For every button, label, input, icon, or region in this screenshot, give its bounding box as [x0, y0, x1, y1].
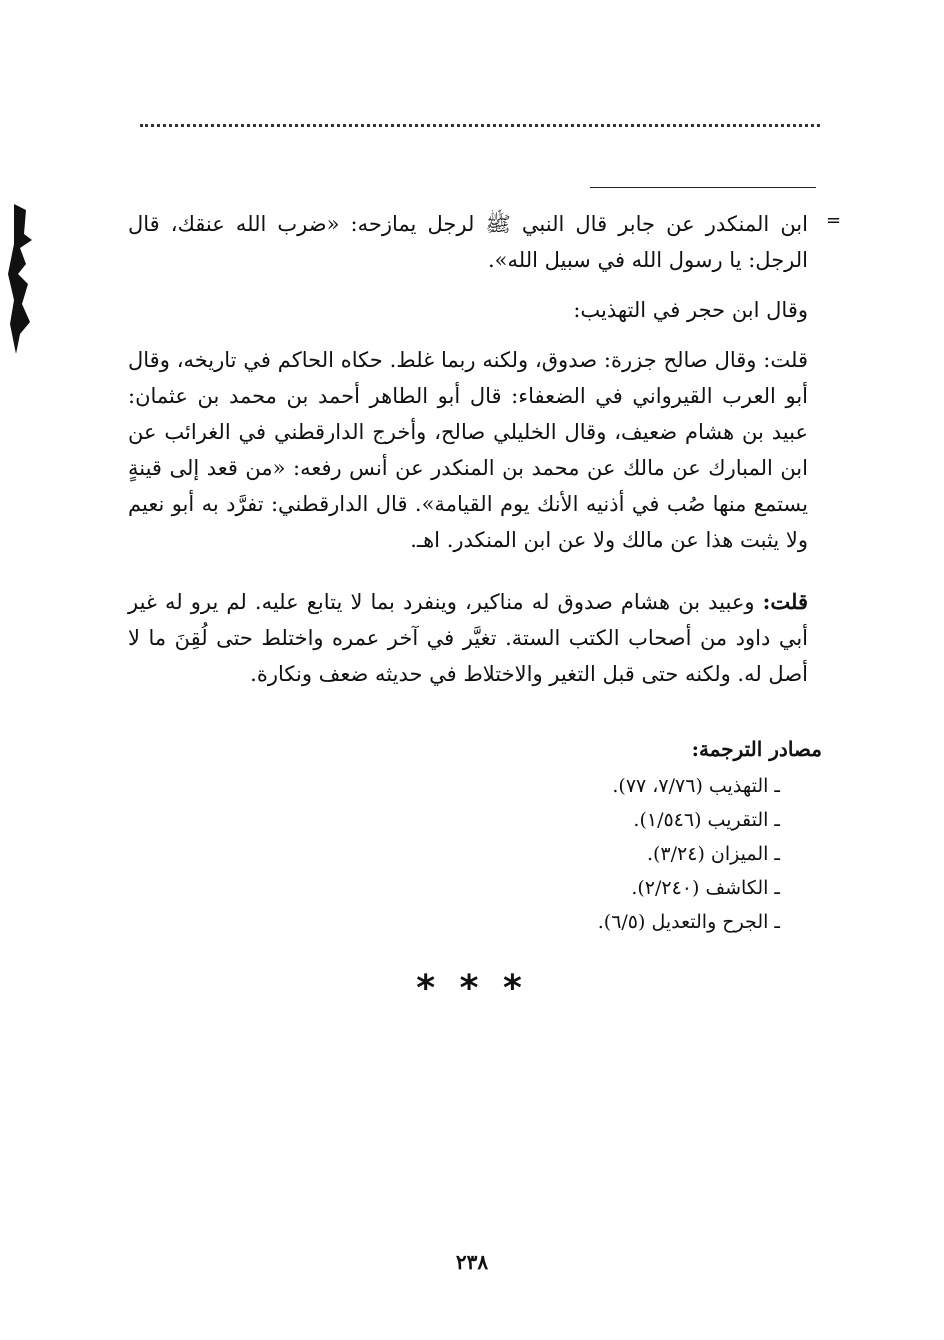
sources-heading: مصادر الترجمة: — [691, 737, 822, 761]
dotted-separator-line — [140, 124, 820, 127]
source-item: ـ التهذيب (٧/٧٦، ٧٧). — [612, 775, 780, 797]
source-item: ـ التقريب (١/٥٤٦). — [633, 809, 780, 831]
source-item: ـ الجرح والتعديل (٦/٥). — [597, 911, 780, 933]
continuation-marker: = — [826, 210, 842, 231]
section-separator-stars: * * * — [416, 968, 528, 1009]
quote-body: وقال صالح جزرة: صدوق، ولكنه ربما غلط. حكاه الحاكم في تاريخه، وقال أبو العرب القيرواني في الضعفاء: قال أبو الطاهر أحمد بن محمد بن عثمان: عبيد بن هشام ضعيف، وقال الخليلي صالح، وأخرج الدارقطني في الغرائب عن ابن المبارك عن مالك عن محمد بن المنكدر عن أنس رفعه: «من قعد إلى قينةٍ يستمع منها صُب في أذنيه الأنك يوم القيامة». قال الدارقطني: تفرَّد به أبو نعيم ولا يثبت هذا عن مالك ولا عن ابن المنكدر. اهـ. — [128, 348, 808, 552]
quote-lead: قلت: — [763, 348, 808, 372]
tahdhib-intro: وقال ابن حجر في التهذيب: — [573, 298, 808, 322]
conclusion-paragraph — [128, 584, 808, 692]
conclusion-lead: قلت: — [762, 589, 808, 614]
footnote-text: ابن المنكدر عن جابر قال النبي ﷺ لرجل يمازحه: «ضرب الله عنقك، قال الرجل: يا رسول الله في سبيل الله». — [128, 212, 808, 272]
conclusion-body: وعبيد بن هشام صدوق له مناكير، وينفرد بما لا يتابع عليه. لم يرو له غير أبي داود من أصحاب الكتب الستة. تغيَّر في آخر عمره واختلط حتى لُقِنَ ما لا أصل له. ولكنه حتى قبل التغير والاختلاط في حديثه ضعف ونكارة. — [128, 590, 808, 686]
tahdhib-intro-block — [128, 292, 808, 328]
source-item: ـ الكاشف (٢/٢٤٠). — [631, 877, 780, 899]
footnote-rule — [590, 187, 816, 188]
page-number: ٢٣٨ — [455, 1250, 489, 1274]
source-item: ـ الميزان (٣/٢٤). — [646, 843, 780, 865]
scan-binding-mark — [6, 204, 36, 354]
quote-paragraph — [128, 342, 808, 558]
footnote-continuation — [128, 206, 808, 278]
sources-list — [500, 769, 780, 939]
